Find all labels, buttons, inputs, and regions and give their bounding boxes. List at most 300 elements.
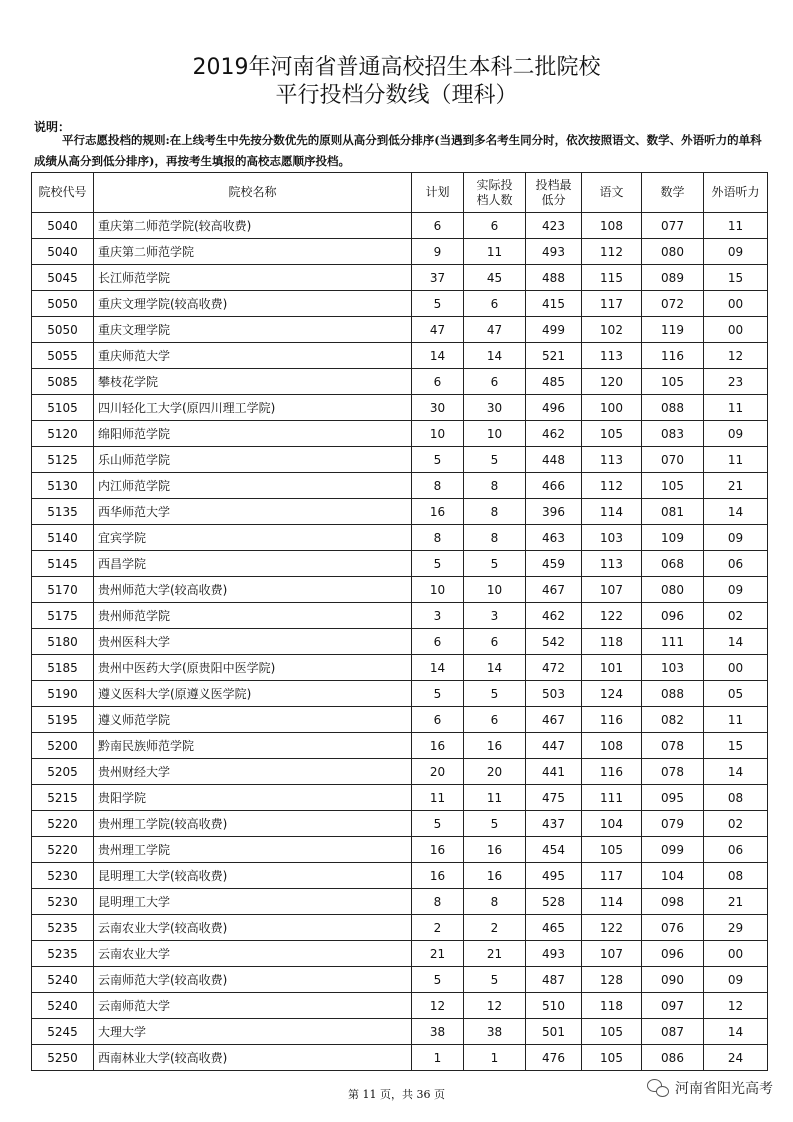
cell-name: 昆明理工大学(较高收费) [94, 863, 412, 889]
cell-name: 遵义医科大学(原遵义医学院) [94, 681, 412, 707]
cell-min: 521 [526, 343, 582, 369]
cell-name: 云南师范大学(较高收费) [94, 967, 412, 993]
table-row [32, 395, 768, 421]
cell-math: 072 [642, 291, 704, 317]
cell-code: 5170 [32, 577, 94, 603]
cell-listening: 12 [704, 343, 768, 369]
cell-plan: 38 [412, 1019, 464, 1045]
cell-listening: 09 [704, 577, 768, 603]
cell-math: 096 [642, 941, 704, 967]
cell-plan: 16 [412, 499, 464, 525]
table-row [32, 681, 768, 707]
cell-actual: 8 [464, 473, 526, 499]
cell-code: 5105 [32, 395, 94, 421]
cell-listening: 14 [704, 1019, 768, 1045]
cell-chinese: 101 [582, 655, 642, 681]
cell-chinese: 105 [582, 1045, 642, 1071]
cell-math: 068 [642, 551, 704, 577]
table-row [32, 213, 768, 239]
admission-score-table [31, 172, 768, 1071]
cell-min: 501 [526, 1019, 582, 1045]
cell-code: 5140 [32, 525, 94, 551]
cell-actual: 30 [464, 395, 526, 421]
cell-code: 5230 [32, 863, 94, 889]
cell-name: 西华师范大学 [94, 499, 412, 525]
cell-code: 5245 [32, 1019, 94, 1045]
table-row [32, 343, 768, 369]
cell-math: 096 [642, 603, 704, 629]
cell-min: 487 [526, 967, 582, 993]
table-header-row [32, 173, 768, 213]
cell-min: 454 [526, 837, 582, 863]
cell-listening: 09 [704, 525, 768, 551]
cell-min: 441 [526, 759, 582, 785]
cell-plan: 14 [412, 655, 464, 681]
cell-code: 5250 [32, 1045, 94, 1071]
cell-min: 447 [526, 733, 582, 759]
cell-name: 遵义师范学院 [94, 707, 412, 733]
cell-plan: 8 [412, 525, 464, 551]
col-header-name: 院校名称 [94, 173, 412, 213]
cell-math: 078 [642, 733, 704, 759]
cell-actual: 6 [464, 213, 526, 239]
cell-listening: 21 [704, 889, 768, 915]
cell-plan: 6 [412, 707, 464, 733]
cell-math: 087 [642, 1019, 704, 1045]
note-text: 平行志愿投档的规则:在上线考生中先按分数优先的原则从高分到低分排序(当遇到多名考生同分时，依次按照语文、数学、外语听力的单科成绩从高分到低分排序)，再按考生填报的高校志愿顺序投档。 [34, 133, 762, 168]
cell-actual: 8 [464, 525, 526, 551]
cell-min: 488 [526, 265, 582, 291]
cell-name: 贵州财经大学 [94, 759, 412, 785]
cell-name: 云南农业大学 [94, 941, 412, 967]
cell-listening: 00 [704, 941, 768, 967]
cell-code: 5125 [32, 447, 94, 473]
cell-name: 内江师范学院 [94, 473, 412, 499]
cell-listening: 14 [704, 499, 768, 525]
cell-name: 贵州理工学院(较高收费) [94, 811, 412, 837]
table-row [32, 759, 768, 785]
cell-actual: 16 [464, 837, 526, 863]
cell-actual: 16 [464, 733, 526, 759]
cell-min: 493 [526, 239, 582, 265]
table-body [32, 213, 768, 1071]
cell-math: 080 [642, 239, 704, 265]
cell-chinese: 122 [582, 915, 642, 941]
table-row [32, 967, 768, 993]
cell-math: 095 [642, 785, 704, 811]
cell-min: 466 [526, 473, 582, 499]
cell-min: 496 [526, 395, 582, 421]
table-row [32, 1045, 768, 1071]
cell-min: 467 [526, 577, 582, 603]
cell-plan: 6 [412, 213, 464, 239]
cell-math: 116 [642, 343, 704, 369]
cell-listening: 08 [704, 863, 768, 889]
cell-plan: 8 [412, 473, 464, 499]
cell-listening: 00 [704, 317, 768, 343]
cell-listening: 14 [704, 629, 768, 655]
cell-listening: 29 [704, 915, 768, 941]
cell-code: 5050 [32, 291, 94, 317]
cell-math: 111 [642, 629, 704, 655]
cell-chinese: 104 [582, 811, 642, 837]
cell-code: 5240 [32, 967, 94, 993]
cell-math: 119 [642, 317, 704, 343]
note-heading: 说明： [34, 120, 71, 134]
cell-math: 103 [642, 655, 704, 681]
cell-code: 5040 [32, 239, 94, 265]
cell-plan: 11 [412, 785, 464, 811]
cell-chinese: 105 [582, 1019, 642, 1045]
cell-plan: 6 [412, 369, 464, 395]
cell-name: 重庆第二师范学院(较高收费) [94, 213, 412, 239]
col-header-min [526, 173, 582, 213]
cell-min: 472 [526, 655, 582, 681]
cell-actual: 38 [464, 1019, 526, 1045]
cell-math: 104 [642, 863, 704, 889]
table-row [32, 889, 768, 915]
table-row [32, 785, 768, 811]
cell-min: 415 [526, 291, 582, 317]
cell-min: 423 [526, 213, 582, 239]
cell-code: 5200 [32, 733, 94, 759]
cell-code: 5220 [32, 837, 94, 863]
cell-plan: 20 [412, 759, 464, 785]
cell-name: 贵州医科大学 [94, 629, 412, 655]
cell-actual: 6 [464, 629, 526, 655]
cell-chinese: 113 [582, 447, 642, 473]
cell-math: 077 [642, 213, 704, 239]
cell-listening: 00 [704, 655, 768, 681]
table-row [32, 577, 768, 603]
cell-chinese: 100 [582, 395, 642, 421]
col-header-code: 院校代号 [32, 173, 94, 213]
table-row [32, 915, 768, 941]
cell-math: 105 [642, 369, 704, 395]
cell-name: 四川轻化工大学(原四川理工学院) [94, 395, 412, 421]
cell-plan: 9 [412, 239, 464, 265]
table-row [32, 655, 768, 681]
cell-name: 西昌学院 [94, 551, 412, 577]
cell-listening: 12 [704, 993, 768, 1019]
cell-listening: 09 [704, 239, 768, 265]
cell-actual: 6 [464, 291, 526, 317]
cell-min: 485 [526, 369, 582, 395]
cell-chinese: 108 [582, 733, 642, 759]
cell-code: 5230 [32, 889, 94, 915]
col-header-min-text: 投档最低分 [535, 177, 572, 207]
cell-min: 463 [526, 525, 582, 551]
cell-math: 109 [642, 525, 704, 551]
cell-chinese: 114 [582, 889, 642, 915]
cell-plan: 5 [412, 681, 464, 707]
cell-actual: 11 [464, 239, 526, 265]
cell-plan: 10 [412, 421, 464, 447]
cell-plan: 3 [412, 603, 464, 629]
cell-math: 080 [642, 577, 704, 603]
cell-actual: 16 [464, 863, 526, 889]
cell-listening: 15 [704, 265, 768, 291]
table-row [32, 707, 768, 733]
cell-actual: 1 [464, 1045, 526, 1071]
cell-math: 081 [642, 499, 704, 525]
cell-listening: 08 [704, 785, 768, 811]
cell-math: 079 [642, 811, 704, 837]
cell-actual: 14 [464, 343, 526, 369]
cell-plan: 2 [412, 915, 464, 941]
cell-min: 510 [526, 993, 582, 1019]
cell-listening: 06 [704, 551, 768, 577]
cell-chinese: 114 [582, 499, 642, 525]
cell-name: 贵州中医药大学(原贵阳中医学院) [94, 655, 412, 681]
cell-listening: 14 [704, 759, 768, 785]
table-row [32, 265, 768, 291]
cell-math: 083 [642, 421, 704, 447]
cell-plan: 5 [412, 291, 464, 317]
cell-name: 长江师范学院 [94, 265, 412, 291]
cell-listening: 05 [704, 681, 768, 707]
cell-chinese: 105 [582, 837, 642, 863]
cell-math: 105 [642, 473, 704, 499]
cell-name: 乐山师范学院 [94, 447, 412, 473]
cell-chinese: 124 [582, 681, 642, 707]
cell-plan: 12 [412, 993, 464, 1019]
cell-actual: 10 [464, 421, 526, 447]
cell-actual: 8 [464, 499, 526, 525]
cell-actual: 14 [464, 655, 526, 681]
table-row [32, 291, 768, 317]
cell-listening: 21 [704, 473, 768, 499]
cell-min: 503 [526, 681, 582, 707]
cell-code: 5055 [32, 343, 94, 369]
cell-listening: 23 [704, 369, 768, 395]
cell-actual: 5 [464, 967, 526, 993]
cell-chinese: 113 [582, 343, 642, 369]
cell-code: 5205 [32, 759, 94, 785]
col-header-actual-text: 实际投档人数 [476, 177, 513, 207]
table-row [32, 863, 768, 889]
cell-name: 重庆文理学院 [94, 317, 412, 343]
cell-listening: 15 [704, 733, 768, 759]
cell-actual: 10 [464, 577, 526, 603]
col-header-chinese: 语文 [582, 173, 642, 213]
cell-math: 097 [642, 993, 704, 1019]
table-row [32, 1019, 768, 1045]
cell-chinese: 105 [582, 421, 642, 447]
cell-min: 475 [526, 785, 582, 811]
cell-min: 462 [526, 603, 582, 629]
cell-code: 5130 [32, 473, 94, 499]
cell-actual: 11 [464, 785, 526, 811]
cell-name: 宜宾学院 [94, 525, 412, 551]
cell-min: 476 [526, 1045, 582, 1071]
cell-actual: 8 [464, 889, 526, 915]
cell-min: 462 [526, 421, 582, 447]
cell-min: 495 [526, 863, 582, 889]
table-row [32, 733, 768, 759]
cell-math: 088 [642, 681, 704, 707]
cell-actual: 3 [464, 603, 526, 629]
cell-chinese: 128 [582, 967, 642, 993]
cell-chinese: 117 [582, 291, 642, 317]
cell-plan: 16 [412, 733, 464, 759]
cell-actual: 2 [464, 915, 526, 941]
cell-chinese: 113 [582, 551, 642, 577]
cell-name: 贵州师范学院 [94, 603, 412, 629]
cell-min: 467 [526, 707, 582, 733]
cell-actual: 6 [464, 707, 526, 733]
table-row [32, 369, 768, 395]
cell-chinese: 111 [582, 785, 642, 811]
cell-math: 086 [642, 1045, 704, 1071]
cell-code: 5190 [32, 681, 94, 707]
cell-plan: 21 [412, 941, 464, 967]
col-header-math: 数学 [642, 173, 704, 213]
cell-min: 499 [526, 317, 582, 343]
cell-chinese: 118 [582, 993, 642, 1019]
cell-math: 082 [642, 707, 704, 733]
cell-chinese: 107 [582, 941, 642, 967]
cell-plan: 37 [412, 265, 464, 291]
table-row [32, 837, 768, 863]
cell-actual: 21 [464, 941, 526, 967]
cell-listening: 11 [704, 447, 768, 473]
cell-chinese: 108 [582, 213, 642, 239]
cell-name: 云南农业大学(较高收费) [94, 915, 412, 941]
page-title-line1: 2019年河南省普通高校招生本科二批院校 [192, 55, 601, 80]
cell-actual: 6 [464, 369, 526, 395]
cell-actual: 45 [464, 265, 526, 291]
cell-code: 5120 [32, 421, 94, 447]
cell-actual: 5 [464, 681, 526, 707]
cell-math: 088 [642, 395, 704, 421]
table-row [32, 317, 768, 343]
col-header-actual [464, 173, 526, 213]
cell-plan: 16 [412, 837, 464, 863]
cell-min: 542 [526, 629, 582, 655]
cell-listening: 00 [704, 291, 768, 317]
cell-code: 5085 [32, 369, 94, 395]
cell-code: 5220 [32, 811, 94, 837]
table-row [32, 525, 768, 551]
cell-chinese: 116 [582, 707, 642, 733]
cell-math: 089 [642, 265, 704, 291]
cell-min: 437 [526, 811, 582, 837]
cell-name: 贵阳学院 [94, 785, 412, 811]
table-row [32, 473, 768, 499]
cell-listening: 11 [704, 707, 768, 733]
cell-name: 重庆文理学院(较高收费) [94, 291, 412, 317]
cell-chinese: 102 [582, 317, 642, 343]
cell-name: 攀枝花学院 [94, 369, 412, 395]
page-footer: 第 11 页，共 36 页 [348, 1088, 445, 1101]
cell-name: 云南师范大学 [94, 993, 412, 1019]
cell-code: 5240 [32, 993, 94, 1019]
cell-code: 5050 [32, 317, 94, 343]
cell-min: 493 [526, 941, 582, 967]
cell-code: 5235 [32, 941, 94, 967]
cell-listening: 24 [704, 1045, 768, 1071]
cell-math: 078 [642, 759, 704, 785]
cell-min: 528 [526, 889, 582, 915]
cell-listening: 11 [704, 213, 768, 239]
wechat-account [647, 1078, 773, 1098]
cell-plan: 5 [412, 967, 464, 993]
cell-listening: 02 [704, 603, 768, 629]
cell-code: 5045 [32, 265, 94, 291]
cell-name: 贵州师范大学(较高收费) [94, 577, 412, 603]
cell-listening: 06 [704, 837, 768, 863]
cell-chinese: 107 [582, 577, 642, 603]
cell-plan: 5 [412, 551, 464, 577]
table-row [32, 421, 768, 447]
col-header-plan: 计划 [412, 173, 464, 213]
cell-actual: 12 [464, 993, 526, 1019]
cell-min: 448 [526, 447, 582, 473]
table-row [32, 993, 768, 1019]
cell-plan: 8 [412, 889, 464, 915]
cell-listening: 09 [704, 967, 768, 993]
cell-chinese: 103 [582, 525, 642, 551]
cell-math: 098 [642, 889, 704, 915]
wechat-icon [647, 1079, 669, 1097]
cell-code: 5145 [32, 551, 94, 577]
cell-actual: 20 [464, 759, 526, 785]
cell-chinese: 115 [582, 265, 642, 291]
table-row [32, 499, 768, 525]
cell-code: 5195 [32, 707, 94, 733]
page-title-line2: 平行投档分数线（理科） [275, 83, 518, 108]
cell-code: 5185 [32, 655, 94, 681]
cell-name: 贵州理工学院 [94, 837, 412, 863]
cell-plan: 16 [412, 863, 464, 889]
table-row [32, 603, 768, 629]
cell-code: 5175 [32, 603, 94, 629]
cell-name: 大理大学 [94, 1019, 412, 1045]
cell-chinese: 120 [582, 369, 642, 395]
wechat-account-name: 河南省阳光高考 [675, 1081, 773, 1097]
cell-math: 070 [642, 447, 704, 473]
cell-name: 绵阳师范学院 [94, 421, 412, 447]
cell-code: 5135 [32, 499, 94, 525]
cell-chinese: 112 [582, 239, 642, 265]
cell-actual: 5 [464, 811, 526, 837]
table-row [32, 941, 768, 967]
cell-plan: 30 [412, 395, 464, 421]
cell-chinese: 122 [582, 603, 642, 629]
cell-actual: 5 [464, 447, 526, 473]
cell-plan: 5 [412, 447, 464, 473]
cell-listening: 11 [704, 395, 768, 421]
cell-math: 099 [642, 837, 704, 863]
cell-math: 076 [642, 915, 704, 941]
cell-plan: 10 [412, 577, 464, 603]
table-row [32, 811, 768, 837]
table-row [32, 629, 768, 655]
cell-name: 重庆第二师范学院 [94, 239, 412, 265]
table-row [32, 447, 768, 473]
table-row [32, 551, 768, 577]
cell-plan: 14 [412, 343, 464, 369]
cell-code: 5235 [32, 915, 94, 941]
cell-actual: 47 [464, 317, 526, 343]
cell-code: 5215 [32, 785, 94, 811]
cell-plan: 47 [412, 317, 464, 343]
cell-math: 090 [642, 967, 704, 993]
cell-min: 396 [526, 499, 582, 525]
cell-chinese: 116 [582, 759, 642, 785]
cell-chinese: 118 [582, 629, 642, 655]
